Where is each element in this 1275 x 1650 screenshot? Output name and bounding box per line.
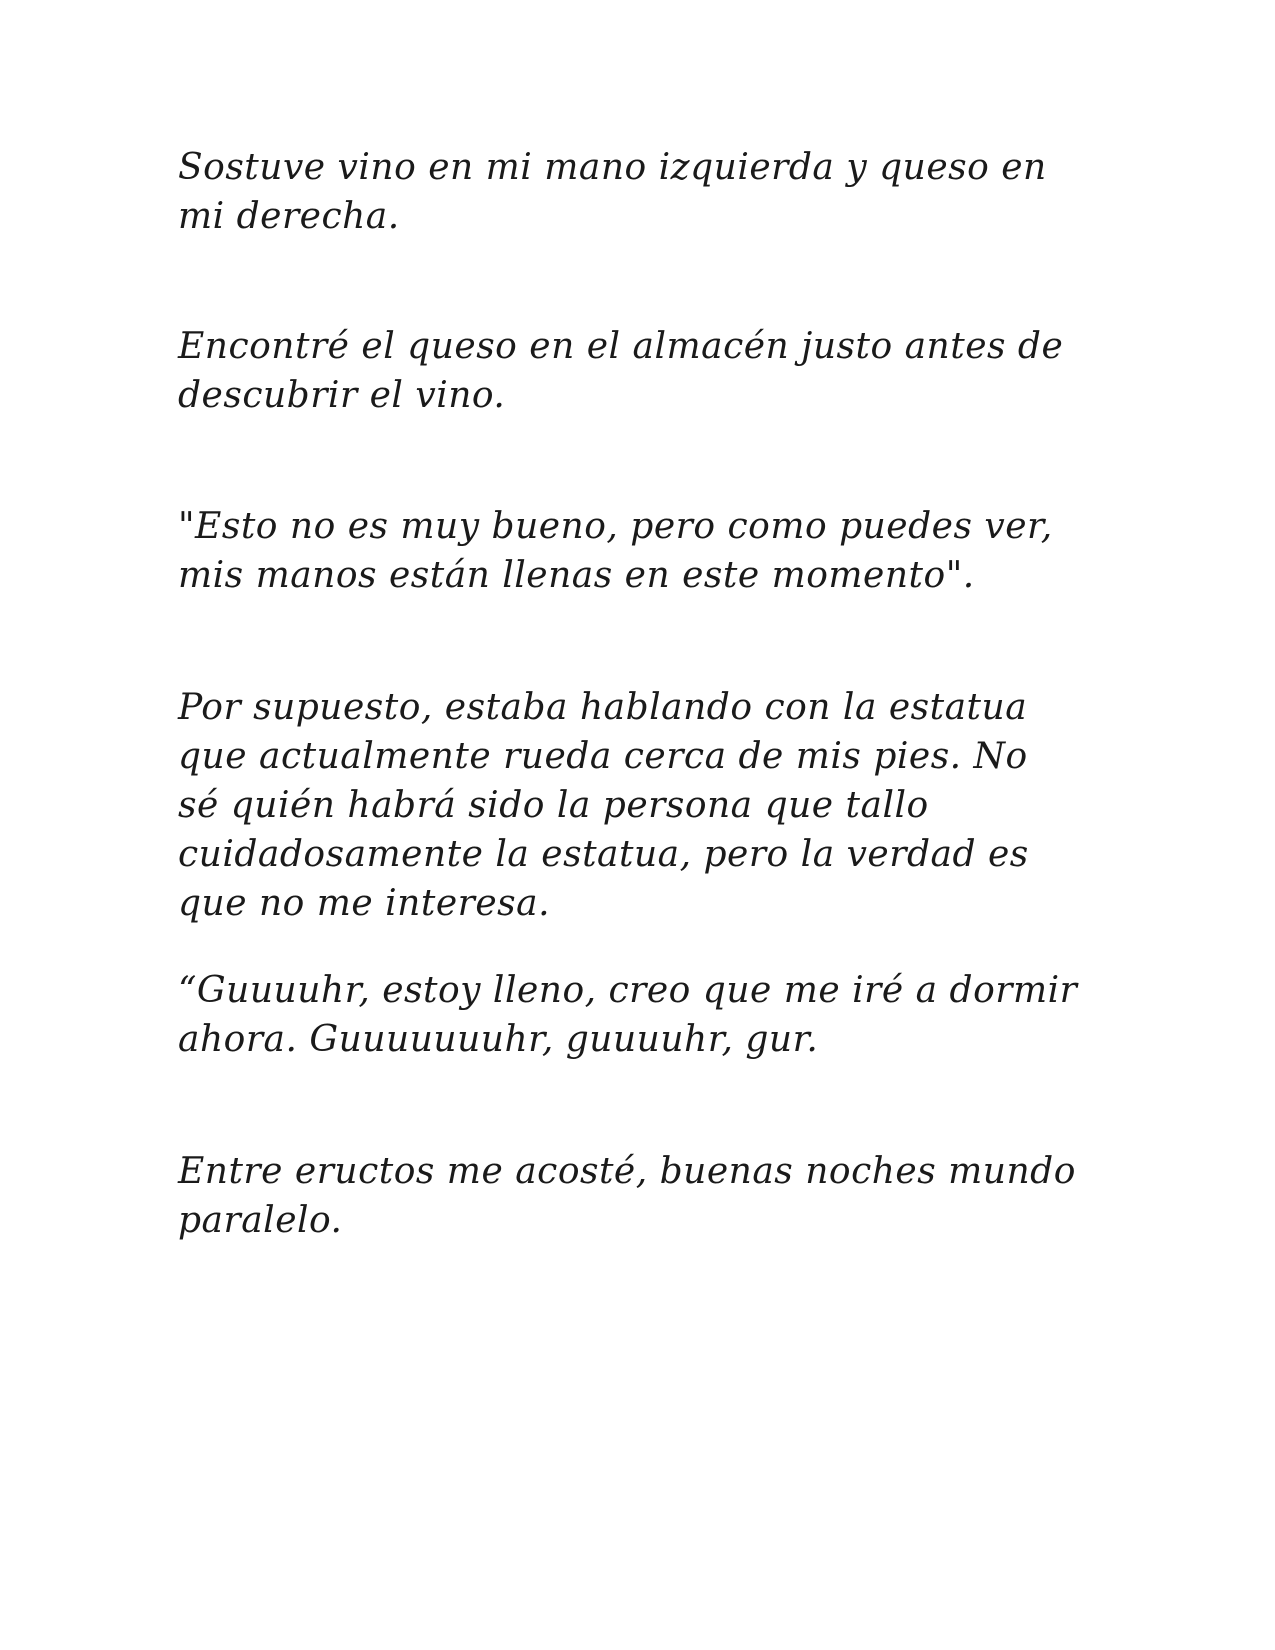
paragraph-5: “Guuuuhr, estoy lleno, creo que me iré a dormir ahora. Guuuuuuuhr, guuuuhr, gur.	[178, 970, 1078, 1060]
paragraph-4: Por supuesto, estaba hablando con la estatua que actualmente rueda cerca de mis pies. No sé quién habrá sido la persona que tallo cuidadosamente la estatua, pero la verdad es que no me interesa.	[178, 687, 1029, 924]
paragraph-6: Entre eructos me acosté, buenas noches mundo paralelo.	[178, 1151, 1076, 1241]
paragraph-3: "Esto no es muy bueno, pero como puedes ver, mis manos están llenas en este momento".	[178, 506, 1053, 596]
paragraph-1: Sostuve vino en mi mano izquierda y queso en mi derecha.	[178, 147, 1047, 237]
paragraph-2: Encontré el queso en el almacén justo antes de descubrir el vino.	[178, 326, 1064, 416]
